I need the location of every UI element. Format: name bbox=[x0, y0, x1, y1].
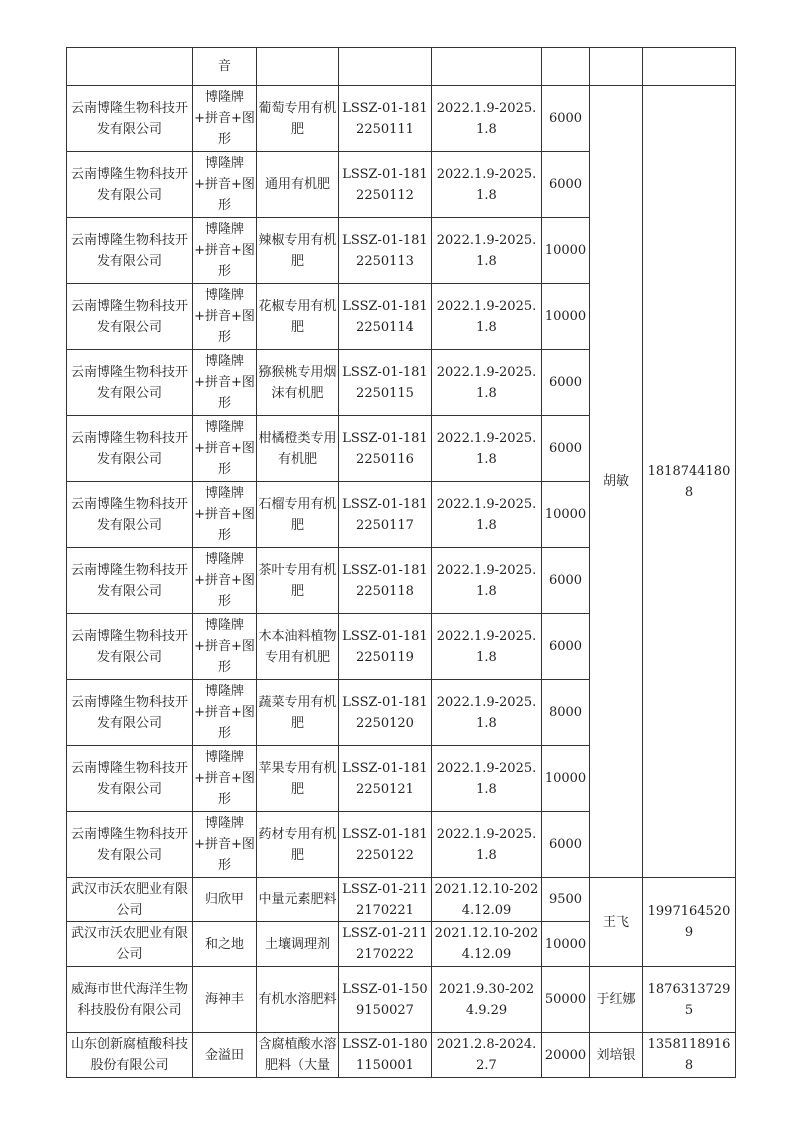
cell-product: 柑橘橙类专用有机肥 bbox=[257, 416, 339, 482]
table-row bbox=[67, 967, 736, 1033]
cell-brand: 博隆牌+拼音+图形 bbox=[193, 812, 257, 878]
table-row bbox=[67, 86, 736, 152]
cell-phone bbox=[643, 48, 736, 86]
cell-period: 2022.1.9-2025.1.8 bbox=[432, 218, 542, 284]
cell-reg: LSSZ-01-1812250121 bbox=[339, 746, 432, 812]
cell-product: 木本油料植物专用有机肥 bbox=[257, 614, 339, 680]
cell-reg: LSSZ-01-1812250117 bbox=[339, 482, 432, 548]
cell-brand: 博隆牌+拼音+图形 bbox=[193, 680, 257, 746]
cell-period: 2022.1.9-2025.1.8 bbox=[432, 812, 542, 878]
cell-company: 云南博隆生物科技开发有限公司 bbox=[67, 218, 193, 284]
cell-reg: LSSZ-01-1812250120 bbox=[339, 680, 432, 746]
cell-period: 2021.12.10-2024.12.09 bbox=[432, 922, 542, 967]
cell-company: 云南博隆生物科技开发有限公司 bbox=[67, 284, 193, 350]
cell-phone: 19971645209 bbox=[643, 878, 736, 967]
cell-brand: 博隆牌+拼音+图形 bbox=[193, 218, 257, 284]
cell-amount: 10000 bbox=[542, 922, 590, 967]
cell-reg: LSSZ-01-1812250112 bbox=[339, 152, 432, 218]
cell-brand: 博隆牌+拼音+图形 bbox=[193, 548, 257, 614]
cell-brand: 博隆牌+拼音+图形 bbox=[193, 482, 257, 548]
cell-reg: LSSZ-01-1812250119 bbox=[339, 614, 432, 680]
cell-reg: LSSZ-01-1812250122 bbox=[339, 812, 432, 878]
cell-reg: LSSZ-01-1812250118 bbox=[339, 548, 432, 614]
cell-product: 花椒专用有机肥 bbox=[257, 284, 339, 350]
cell-company: 云南博隆生物科技开发有限公司 bbox=[67, 86, 193, 152]
cell-product: 中量元素肥料 bbox=[257, 878, 339, 922]
cell-product: 有机水溶肥料 bbox=[257, 967, 339, 1033]
cell-company: 云南博隆生物科技开发有限公司 bbox=[67, 416, 193, 482]
cell-brand: 海神丰 bbox=[193, 967, 257, 1033]
cell-product: 茶叶专用有机肥 bbox=[257, 548, 339, 614]
cell-reg: LSSZ-01-1812250116 bbox=[339, 416, 432, 482]
cell-company: 云南博隆生物科技开发有限公司 bbox=[67, 614, 193, 680]
cell-company: 云南博隆生物科技开发有限公司 bbox=[67, 482, 193, 548]
cell-period: 2021.12.10-2024.12.09 bbox=[432, 878, 542, 922]
cell-period: 2022.1.9-2025.1.8 bbox=[432, 152, 542, 218]
cell-phone: 13581189168 bbox=[643, 1033, 736, 1078]
cell-company: 武汉市沃农肥业有限公司 bbox=[67, 878, 193, 922]
cell-period: 2022.1.9-2025.1.8 bbox=[432, 548, 542, 614]
cell-period: 2021.9.30-2024.9.29 bbox=[432, 967, 542, 1033]
cell-company: 云南博隆生物科技开发有限公司 bbox=[67, 152, 193, 218]
cell-period: 2022.1.9-2025.1.8 bbox=[432, 746, 542, 812]
table-row bbox=[67, 878, 736, 922]
cell-phone: 18763137295 bbox=[643, 967, 736, 1033]
cell-product: 蔬菜专用有机肥 bbox=[257, 680, 339, 746]
cell-reg: LSSZ-01-1812250114 bbox=[339, 284, 432, 350]
cell-amount bbox=[542, 48, 590, 86]
cell-product: 苹果专用有机肥 bbox=[257, 746, 339, 812]
cell-brand: 音 bbox=[193, 48, 257, 86]
cell-reg: LSSZ-01-2112170221 bbox=[339, 878, 432, 922]
cell-reg: LSSZ-01-1812250111 bbox=[339, 86, 432, 152]
cell-reg: LSSZ-01-2112170222 bbox=[339, 922, 432, 967]
cell-amount: 6000 bbox=[542, 152, 590, 218]
document-table bbox=[66, 47, 736, 1078]
cell-phone: 18187441808 bbox=[643, 86, 736, 878]
cell-product: 含腐植酸水溶肥料（大量 bbox=[257, 1033, 339, 1078]
cell-amount: 50000 bbox=[542, 967, 590, 1033]
cell-period: 2022.1.9-2025.1.8 bbox=[432, 350, 542, 416]
cell-product: 通用有机肥 bbox=[257, 152, 339, 218]
cell-brand: 博隆牌+拼音+图形 bbox=[193, 152, 257, 218]
cell-brand: 博隆牌+拼音+图形 bbox=[193, 86, 257, 152]
table-row bbox=[67, 1033, 736, 1078]
cell-brand: 博隆牌+拼音+图形 bbox=[193, 350, 257, 416]
cell-product bbox=[257, 48, 339, 86]
cell-brand: 博隆牌+拼音+图形 bbox=[193, 284, 257, 350]
cell-amount: 10000 bbox=[542, 482, 590, 548]
cell-company: 威海市世代海洋生物科技股份有限公司 bbox=[67, 967, 193, 1033]
cell-amount: 6000 bbox=[542, 86, 590, 152]
cell-contact: 于红娜 bbox=[590, 967, 643, 1033]
cell-brand: 博隆牌+拼音+图形 bbox=[193, 746, 257, 812]
cell-amount: 10000 bbox=[542, 218, 590, 284]
cell-amount: 9500 bbox=[542, 878, 590, 922]
cell-amount: 6000 bbox=[542, 350, 590, 416]
cell-amount: 10000 bbox=[542, 746, 590, 812]
cell-amount: 6000 bbox=[542, 614, 590, 680]
cell-company: 武汉市沃农肥业有限公司 bbox=[67, 922, 193, 967]
cell-reg: LSSZ-01-1812250115 bbox=[339, 350, 432, 416]
cell-brand: 和之地 bbox=[193, 922, 257, 967]
cell-company bbox=[67, 48, 193, 86]
cell-period: 2022.1.9-2025.1.8 bbox=[432, 482, 542, 548]
cell-period bbox=[432, 48, 542, 86]
cell-amount: 8000 bbox=[542, 680, 590, 746]
cell-period: 2022.1.9-2025.1.8 bbox=[432, 416, 542, 482]
cell-amount: 6000 bbox=[542, 416, 590, 482]
cell-company: 云南博隆生物科技开发有限公司 bbox=[67, 680, 193, 746]
cell-product: 葡萄专用有机肥 bbox=[257, 86, 339, 152]
cell-contact: 刘培银 bbox=[590, 1033, 643, 1078]
cell-contact: 胡敏 bbox=[590, 86, 643, 878]
cell-contact: 王飞 bbox=[590, 878, 643, 967]
cell-reg: LSSZ-01-1509150027 bbox=[339, 967, 432, 1033]
cell-reg: LSSZ-01-1801150001 bbox=[339, 1033, 432, 1078]
cell-company: 山东创新腐植酸科技股份有限公司 bbox=[67, 1033, 193, 1078]
cell-company: 云南博隆生物科技开发有限公司 bbox=[67, 350, 193, 416]
cell-product: 猕猴桃专用烟沫有机肥 bbox=[257, 350, 339, 416]
cell-company: 云南博隆生物科技开发有限公司 bbox=[67, 548, 193, 614]
cell-period: 2022.1.9-2025.1.8 bbox=[432, 614, 542, 680]
cell-period: 2021.2.8-2024.2.7 bbox=[432, 1033, 542, 1078]
cell-company: 云南博隆生物科技开发有限公司 bbox=[67, 746, 193, 812]
cell-product: 药材专用有机肥 bbox=[257, 812, 339, 878]
cell-company: 云南博隆生物科技开发有限公司 bbox=[67, 812, 193, 878]
cell-period: 2022.1.9-2025.1.8 bbox=[432, 86, 542, 152]
cell-brand: 博隆牌+拼音+图形 bbox=[193, 614, 257, 680]
cell-brand: 归欣甲 bbox=[193, 878, 257, 922]
cell-reg bbox=[339, 48, 432, 86]
cell-amount: 10000 bbox=[542, 284, 590, 350]
cell-product: 土壤调理剂 bbox=[257, 922, 339, 967]
cell-reg: LSSZ-01-1812250113 bbox=[339, 218, 432, 284]
cell-brand: 金溢田 bbox=[193, 1033, 257, 1078]
cell-amount: 6000 bbox=[542, 812, 590, 878]
table-row bbox=[67, 48, 736, 86]
cell-product: 辣椒专用有机肥 bbox=[257, 218, 339, 284]
cell-contact bbox=[590, 48, 643, 86]
cell-period: 2022.1.9-2025.1.8 bbox=[432, 680, 542, 746]
cell-period: 2022.1.9-2025.1.8 bbox=[432, 284, 542, 350]
cell-product: 石榴专用有机肥 bbox=[257, 482, 339, 548]
cell-amount: 6000 bbox=[542, 548, 590, 614]
cell-amount: 20000 bbox=[542, 1033, 590, 1078]
cell-brand: 博隆牌+拼音+图形 bbox=[193, 416, 257, 482]
